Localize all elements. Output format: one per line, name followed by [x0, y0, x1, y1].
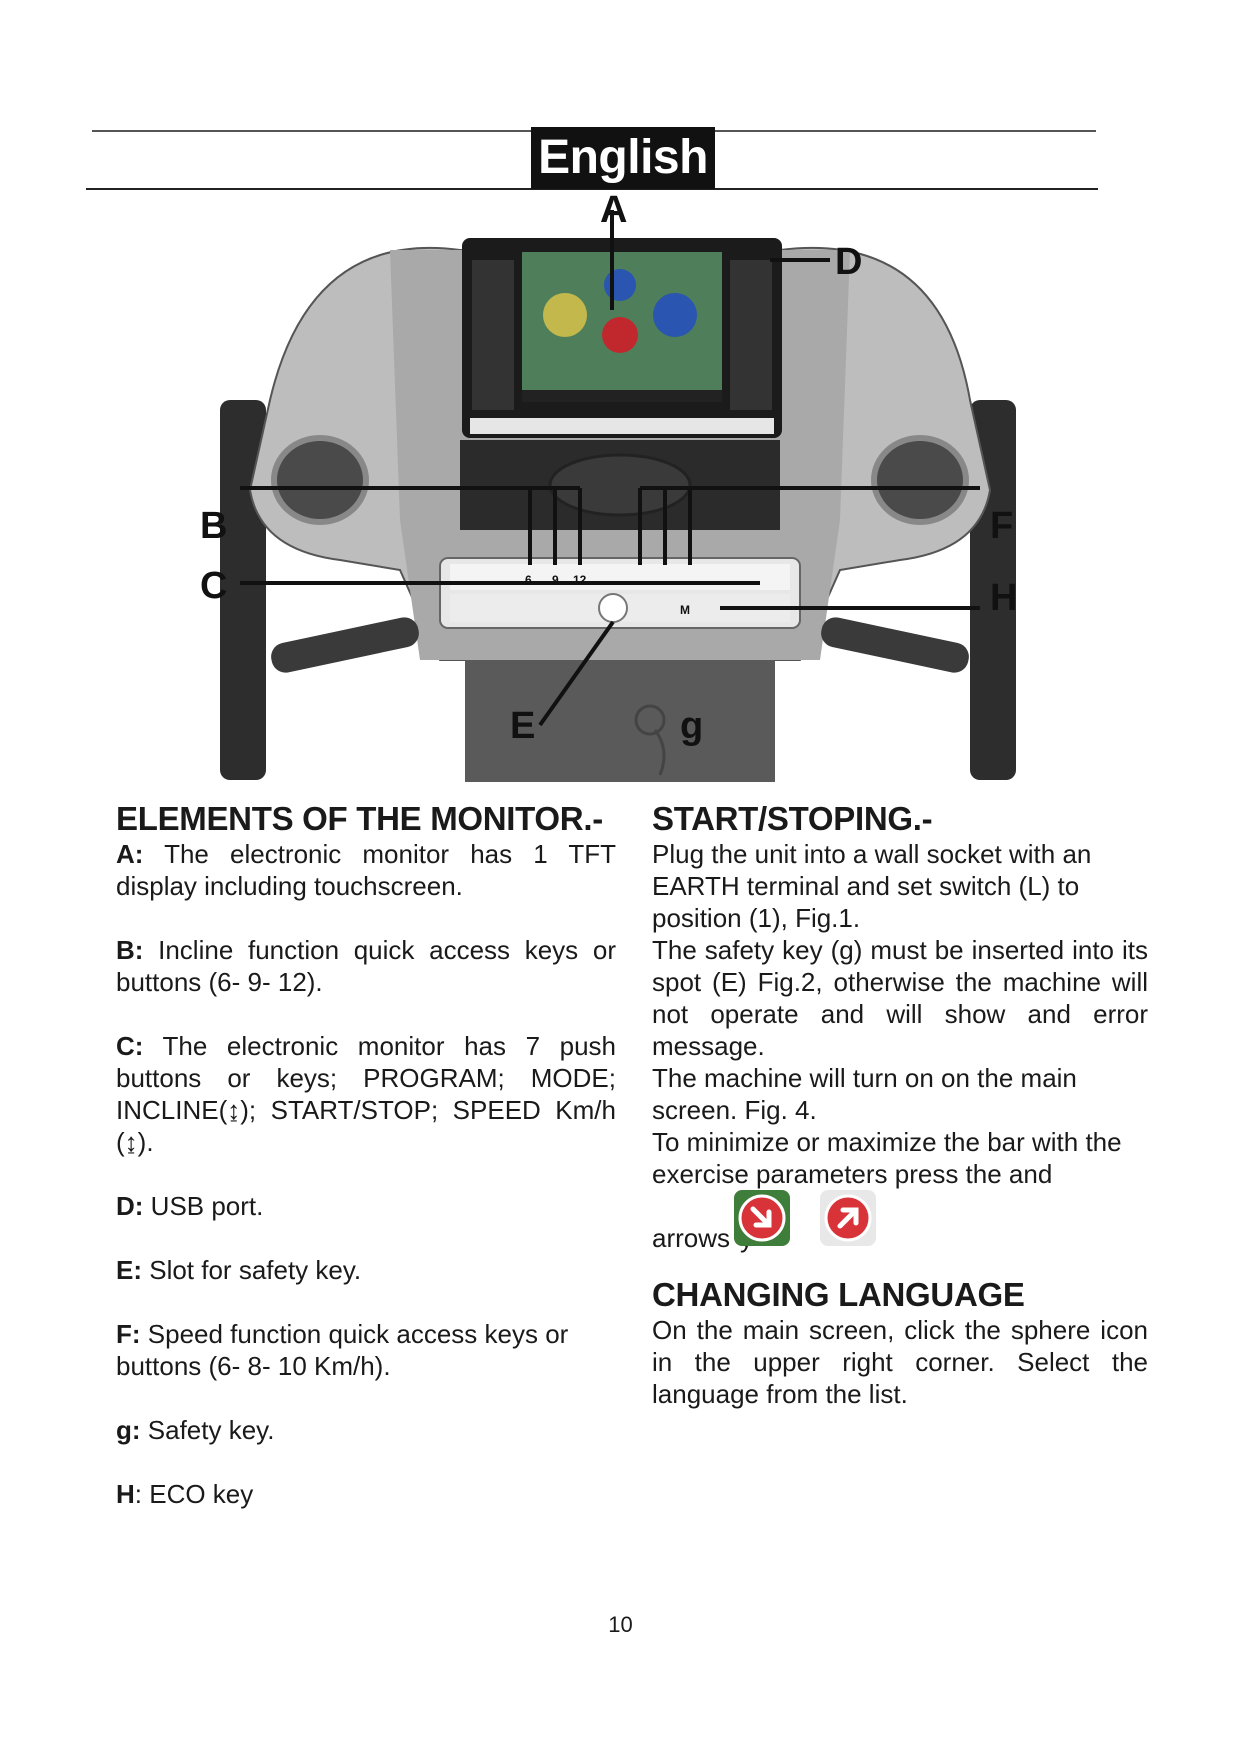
left-handlebar — [269, 615, 422, 676]
callout-g: g — [680, 705, 704, 747]
callout-a: A — [600, 190, 628, 231]
callout-b: B — [200, 505, 228, 547]
callout-c: C — [200, 565, 228, 607]
left-key-strip — [472, 260, 514, 410]
screen-footer — [522, 390, 722, 402]
right-bottle-holder — [874, 438, 966, 522]
start-stop-title: START/STOPING.- — [652, 800, 933, 837]
speaker — [550, 455, 690, 515]
callout-e: E — [510, 705, 536, 747]
page-number: 10 — [608, 1612, 633, 1637]
screen-blob-2 — [604, 269, 636, 301]
treadmill-console-figure — [200, 190, 1040, 782]
key-label-m: M — [680, 603, 690, 617]
item-d: D: USB port. — [116, 1191, 264, 1221]
item-h: H: ECO key — [116, 1479, 254, 1509]
left-bottle-holder — [274, 438, 366, 522]
key-label-9: 9 — [552, 573, 559, 587]
monitor-caption-bar — [470, 418, 774, 434]
key-label-6: 6 — [525, 573, 532, 587]
right-column — [652, 800, 1148, 1410]
item-e: E: Slot for safety key. — [116, 1255, 362, 1285]
screen-blob-3 — [602, 317, 638, 353]
arrows-text: arrows — [652, 1223, 731, 1253]
item-c: C: The electronic monitor has 7 push buttons or keys; PROGRAM; MODE; INCLINE(↨); START/STOP; SPEED Km/h (↨). — [116, 1031, 616, 1157]
screen-blob-4 — [653, 293, 697, 337]
start-paragraph-1: Plug the unit into a wall socket with an EARTH terminal and set switch (L) to position (1), Fig.1. — [652, 839, 1092, 933]
key-label-12: 12 — [573, 573, 587, 587]
item-f: F: Speed function quick access keys or buttons (6- 8- 10 Km/h). — [116, 1319, 569, 1381]
start-paragraph-3: The machine will turn on on the main screen. Fig. 4. — [652, 1063, 1077, 1125]
key-row-top — [450, 564, 790, 590]
changing-language-title: CHANGING LANGUAGE — [652, 1276, 1025, 1313]
item-a: A: The electronic monitor has 1 TFT display including touchscreen. — [116, 839, 616, 901]
minimize-arrow-icon — [734, 1190, 790, 1246]
start-paragraph-2: The safety key (g) must be inserted into its spot (E) Fig.2, otherwise the machine will not operate and will show and error message. — [652, 935, 1148, 1061]
elements-title: ELEMENTS OF THE MONITOR.- — [116, 800, 603, 837]
maximize-arrow-icon — [820, 1190, 876, 1246]
safety-key-slot — [599, 594, 627, 622]
item-b: B: Incline function quick access keys or buttons (6- 9- 12). — [116, 935, 616, 997]
language-paragraph: On the main screen, click the sphere icon in the upper right corner. Select the language from the list. — [652, 1315, 1148, 1409]
screen-blob-1 — [543, 293, 587, 337]
callout-f: F — [990, 505, 1014, 547]
right-handlebar — [819, 615, 972, 676]
callout-h: H — [990, 577, 1018, 619]
left-column — [116, 800, 616, 1510]
item-g: g: Safety key. — [116, 1415, 275, 1445]
right-key-strip — [730, 260, 772, 410]
callout-d: D — [835, 241, 863, 283]
language-banner: English — [531, 127, 715, 189]
start-paragraph-4: To minimize or maximize the bar with the exercise parameters press the and — [652, 1127, 1122, 1189]
arrows-line — [652, 1190, 1148, 1254]
